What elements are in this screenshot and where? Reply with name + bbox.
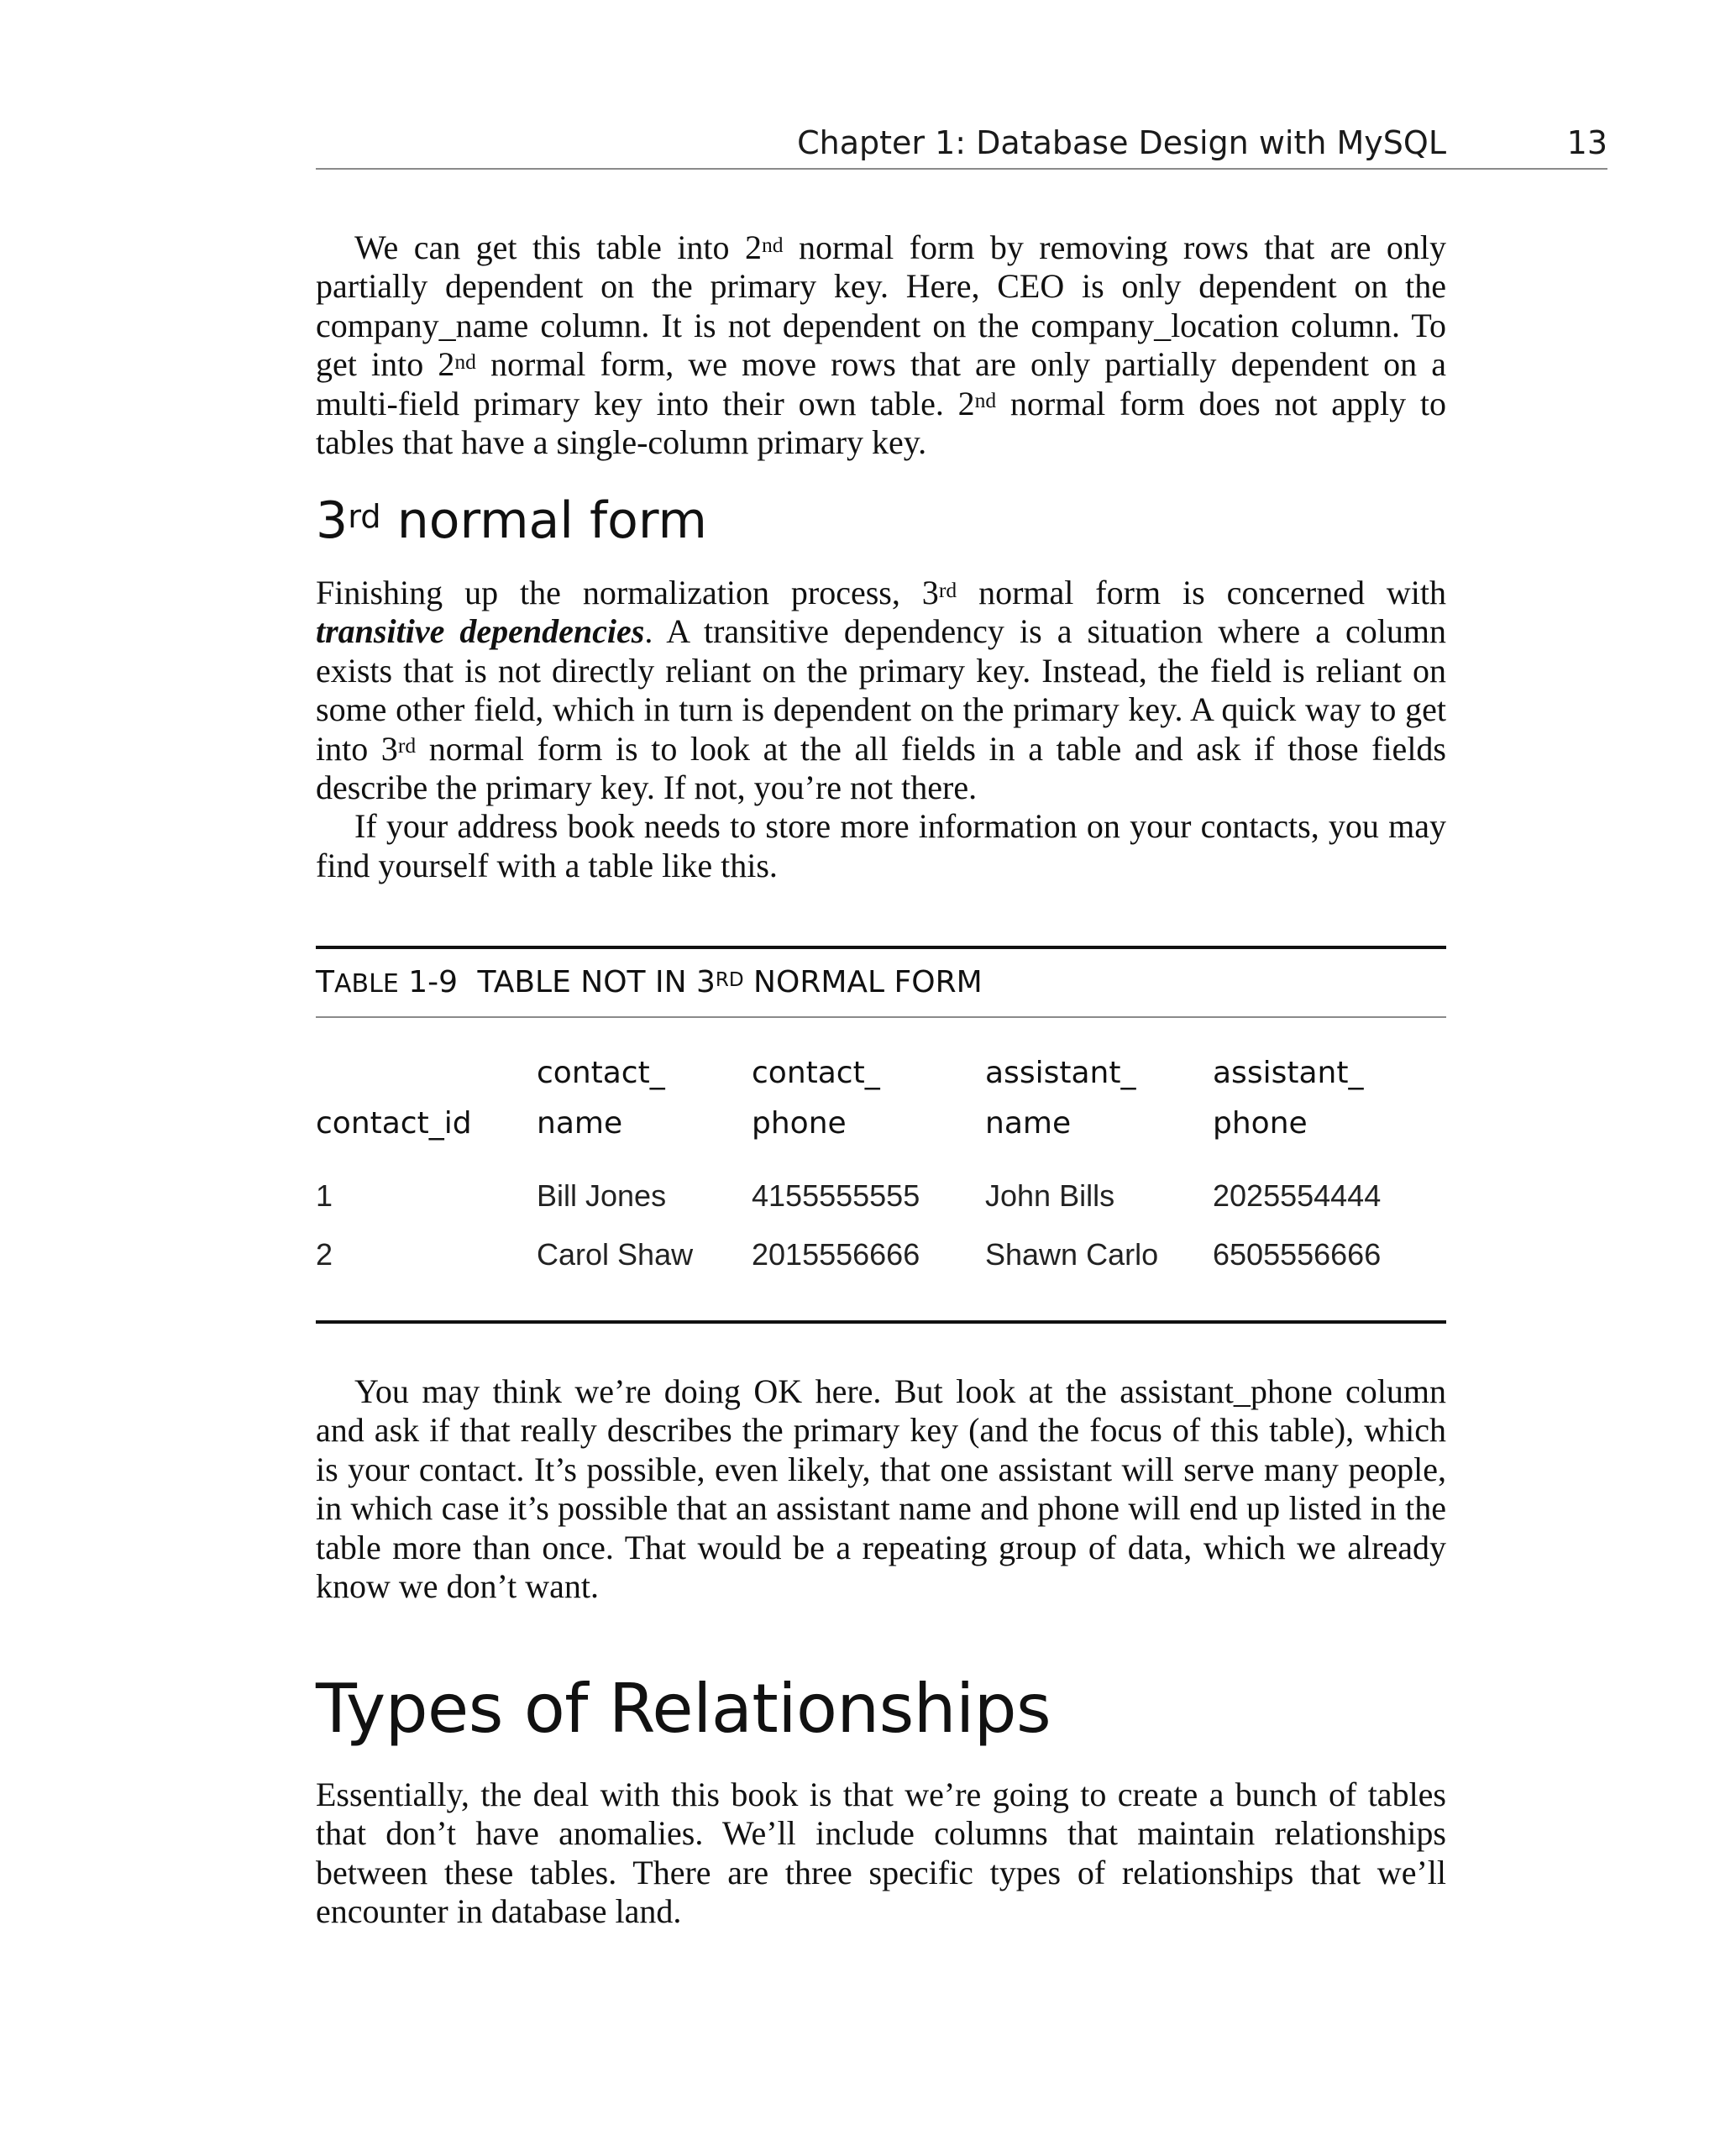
paragraph-3nf-intro: Finishing up the normalization process, 3rd normal form is concerned with transitive dependencies. A transitive dependency is a situation where a column exists that is not directly reliant on the primary key. Instead, the field is reliant on some other field, which in turn is dependent on the primary key. A quick way to get into 3rd normal form is to look at the all fields in a table and ask if those fields describe the primary key. If not, you’re not there. If your address book needs to store more information on your contacts, you may find yourself with a table like this. [316,574,1446,884]
chapter-title: Chapter 1: Database Design with MySQL [797,124,1446,161]
column-header: assistant_ name [985,1056,1136,1141]
running-header [316,118,1607,170]
contacts-table [316,1048,1446,1287]
column-header: assistant_ phone [1213,1056,1364,1141]
table-cell: 1 [316,1178,333,1213]
table-caption: TABLE 1-9 TABLE NOT IN 3RD NORMAL FORM [316,965,983,999]
section-heading-3nf: 3rd normal form [316,491,707,550]
table-cell: Shawn Carlo [985,1237,1159,1272]
column-header: contact_ name [537,1056,665,1141]
section-heading-relationships: Types of Relationships [316,1670,1051,1748]
table-cell: 6505556666 [1213,1237,1382,1272]
page-number: 13 [1566,124,1607,161]
paragraph-assistant-analysis: You may think we’re doing OK here. But look at the assistant_phone column and ask if that really describes the primary key (and the focus of this table), which is your contact. It’s possible, even likely, that one assistant will serve many people, in which case it’s possible that an assistant name and phone will end up listed in the table more than once. That would be a repeating group of data, which we already know we don’t want. [316,1372,1446,1606]
table-header-row [316,1048,1446,1169]
table-cell: 2015556666 [752,1237,920,1272]
table-1-9 [316,946,1446,1324]
table-cell: 4155555555 [752,1178,920,1213]
table-row [316,1169,1446,1228]
caption-rule [316,1016,1446,1018]
table-row [316,1228,1446,1287]
table-bottom-rule [316,1320,1446,1324]
column-header: contact_ phone [752,1056,880,1141]
paragraph-address-book: If your address book needs to store more information on your contacts, you may find yourself with a table like this. [316,807,1446,884]
table-cell: John Bills [985,1178,1115,1213]
column-header: contact_id [316,1106,472,1141]
table-cell: 2025554444 [1213,1178,1382,1213]
table-cell: Bill Jones [537,1178,667,1213]
paragraph-relationships-intro: Essentially, the deal with this book is that we’re going to create a bunch of tables that don’t have anomalies. We’ll include columns that maintain relationships between these tables. There are three specific types of relationships that we’ll encounter in database land. [316,1776,1446,1931]
paragraph-2nf-summary: We can get this table into 2nd normal form by removing rows that are only partially dependent on the primary key. Here, CEO is only dependent on the company_name column. It is not dependent on the company_location column. To get into 2nd normal form, we move rows that are only partially dependent on a multi-field primary key into their own table. 2nd normal form does not apply to tables that have a single-column primary key. [316,228,1446,462]
table-cell: Carol Shaw [537,1237,694,1272]
table-cell: 2 [316,1237,333,1272]
